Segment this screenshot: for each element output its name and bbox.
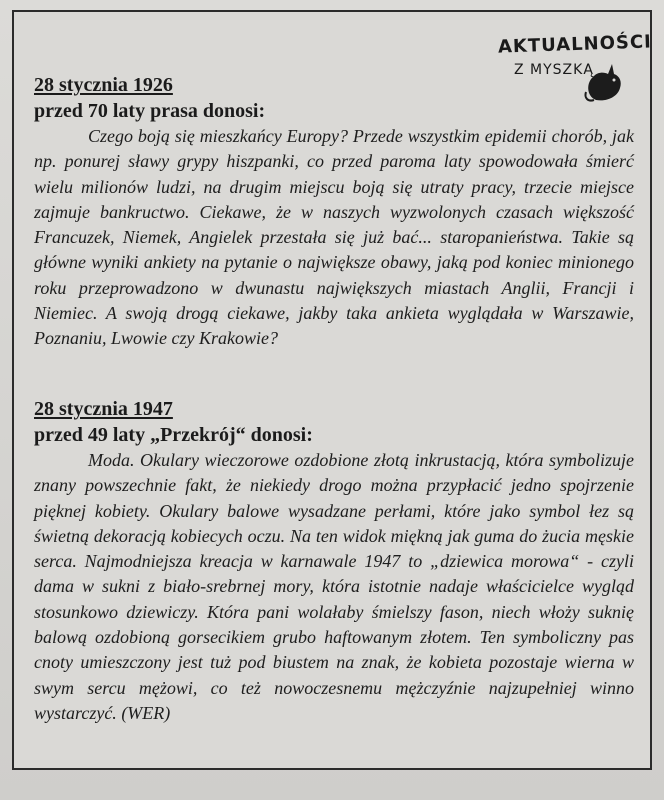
article-text: Moda. Okulary wieczorowe ozdobione złotą inkrustacją, która symbolizuje znany powszechnie fakt, że niekiedy drogo można przypłacić jedno spojrzenie pięknej kobiety. Okulary balowe wysadzane perłami, które jako symbol łez są świetną dekoracją kobiecych oczu. Na ten widok miękną jak guma do żucia męskie serca. Najmodniejsza kreacja w karnawale 1947 to „dziewica morowa“ - czyli dama w sukni z biało-srebrnej mory, która istotnie nadaje właścicielce wygląd stosunkowo dziewiczy. Która pani wolałaby śmielszy fason, niech włoży suknię balową ozdobioną gorsecikiem grubo haftowanym złotem. Ten symboliczny pas cnoty umieszczony jest tuż pod biustem na znak, że kobieta pozostaje wierna w swym sercu mężowi, co też nowoczesnemu mężczyźnie najzupełniej winno wystarczyć. bbox=[34, 450, 634, 723]
article-text: Czego boją się mieszkańcy Europy? Przede wszystkim epidemii chorób, jak np. ponurej sławy grypy hiszpanki, co przed paroma laty spowodowała śmierć wielu milionów ludzi, na drugim miejscu boją się utraty pracy, trzecie miejsce zajmuje bankructwo. Ciekawe, że w naszych wyzwolonych czasach większość Francuzek, Niemek, Angielek przestała się już bać... staropanieństwa. Takie są główne wyniki ankiety na pytanie o największe obawy, jaką pod koniec minionego roku przeprowadzono w dwunastu największych miastach Anglii, Francji i Niemiec. A swoją drogą ciekawe, jakby taka ankieta wyglądała w Warszawie, Poznaniu, Lwowie czy Krakowie? bbox=[34, 126, 634, 349]
logo-subtitle: Z MYSZKĄ bbox=[514, 62, 594, 78]
article-1926 bbox=[34, 74, 634, 352]
logo-title: AKTUALNOŚCI bbox=[497, 31, 653, 58]
article-text-container bbox=[34, 448, 634, 726]
article-date: 28 stycznia 1947 bbox=[34, 398, 173, 420]
article-heading: przed 70 laty prasa donosi: bbox=[34, 100, 266, 122]
article-heading: przed 49 laty „Przekrój“ donosi: bbox=[34, 424, 313, 446]
article-1947 bbox=[34, 398, 634, 726]
article-date: 28 stycznia 1926 bbox=[34, 74, 173, 96]
author-signature: (WER) bbox=[121, 702, 171, 723]
